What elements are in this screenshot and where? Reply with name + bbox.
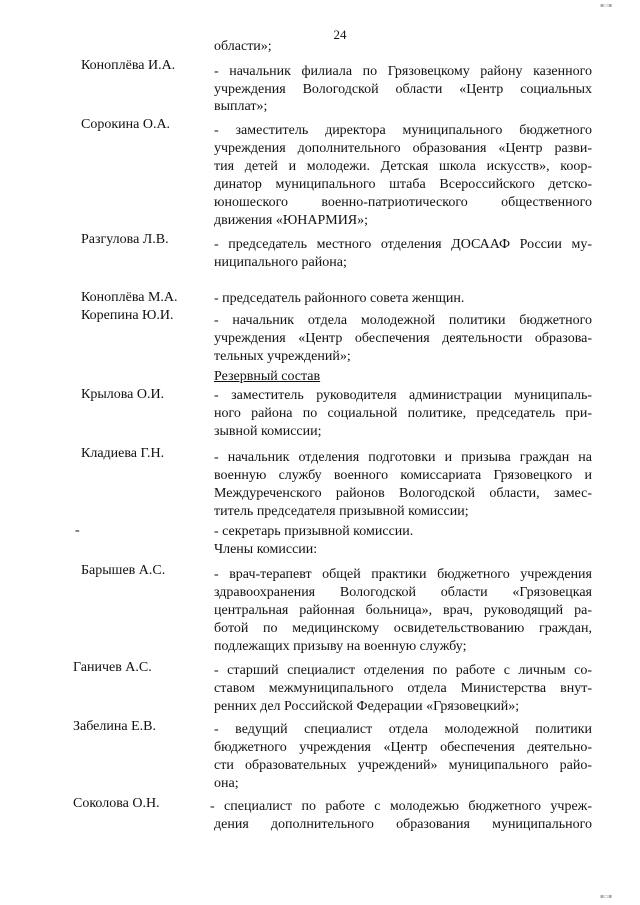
member-role-line: ставом межмуниципального отдела Министерства внут- (214, 681, 592, 696)
member-role-line: - начальник филиала по Грязовецкому району казенного (214, 64, 592, 79)
member-role-line: сти образовательных учреждений» муниципального райо- (214, 758, 592, 773)
member-role-line: титель председателя призывной комиссии; (214, 504, 469, 519)
member-name: - (75, 523, 80, 538)
member-name: Кладиева Г.Н. (81, 446, 165, 461)
member-name: Крылова О.И. (81, 387, 165, 402)
member-role-line: она; (214, 776, 239, 791)
member-role-line: - секретарь призывной комиссии. (214, 524, 414, 539)
page-number: 24 (333, 27, 347, 42)
member-role-line: выплат»; (214, 99, 268, 114)
member-role-line: дения дополнительного образования муниципального (214, 817, 592, 832)
member-role-line: здравоохранения Вологодской области «Грязовецкая (214, 585, 592, 600)
member-role-line: - начальник отдела молодежной политики бюджетного (214, 313, 592, 328)
scan-mark-top: ▪▫▪ (600, 2, 613, 9)
member-role-line: ного района по социальной политике, председатель при- (214, 406, 592, 421)
member-role-line: учреждения «Центр обеспечения деятельности образова- (214, 331, 592, 346)
member-role-line: динатор муниципального штаба Всероссийского детско- (214, 177, 592, 192)
member-role-line: юношеского военно-патриотического общественного (214, 195, 592, 210)
member-role-line: учреждения Вологодской области «Центр социальных (214, 82, 592, 97)
member-role-line: - ведущий специалист отдела молодежной политики (214, 722, 592, 737)
member-name: Разгулова Л.В. (81, 232, 169, 247)
member-name: Забелина Е.В. (73, 719, 156, 734)
commission-heading: Члены комиссии: (214, 542, 318, 557)
member-role-line: - старший специалист отделения по работе с личным со- (214, 663, 592, 678)
member-role-line: - заместитель руководителя администрации муниципаль- (214, 388, 592, 403)
member-role-line: ниципального района; (214, 255, 347, 270)
member-role-line: Междуреченского районов Вологодской области, замес- (214, 486, 592, 501)
member-role-line: учреждения дополнительного образования «Центр разви- (214, 141, 592, 156)
scan-mark-bottom: ▪▫▪ (600, 893, 613, 900)
member-role-line: ренних дел Российской Федерации «Грязовецкий»; (214, 699, 520, 714)
member-name: Барышев А.С. (81, 563, 166, 578)
member-name: Сорокина О.А. (81, 117, 171, 132)
member-role-line: центральная районная больница», врач, руководящий ра- (214, 603, 592, 618)
member-role-line: - специалист по работе с молодежью бюджетного учреж- (210, 799, 592, 814)
member-name: Корепина Ю.И. (81, 308, 174, 323)
member-name: Соколова О.Н. (73, 796, 160, 811)
member-role-line: зывной комиссии; (214, 424, 322, 439)
member-role-line: - председатель районного совета женщин. (214, 291, 465, 306)
member-role-line: подлежащих призыву на военную службу; (214, 639, 467, 654)
member-name: Коноплёва И.А. (81, 58, 176, 73)
member-role-line: тельных учреждений»; (214, 349, 351, 364)
member-role-line: движения «ЮНАРМИЯ»; (214, 213, 369, 228)
member-role-line: бюджетного учреждения «Центр обеспечения деятельно- (214, 740, 592, 755)
continuation-line: области»; (214, 39, 272, 54)
member-role-line: - председатель местного отделения ДОСААФ России му- (214, 237, 592, 252)
member-role-line: тия детей и молодежи. Детская школа искусств», коор- (214, 159, 592, 174)
member-name: Коноплёва М.А. (81, 290, 178, 305)
member-name: Ганичев А.С. (73, 660, 152, 675)
member-role-line: - начальник отделения подготовки и призыва граждан на (214, 450, 592, 465)
member-role-line: военную службу военного комиссариата Грязовецкого и (214, 468, 592, 483)
member-role-line: - врач-терапевт общей практики бюджетного учреждения (214, 567, 592, 582)
member-role-line: ботой по медицинскому освидетельствованию граждан, (214, 621, 592, 636)
member-role-line: - заместитель директора муниципального бюджетного (214, 123, 592, 138)
reserve-heading: Резервный состав (214, 369, 321, 384)
